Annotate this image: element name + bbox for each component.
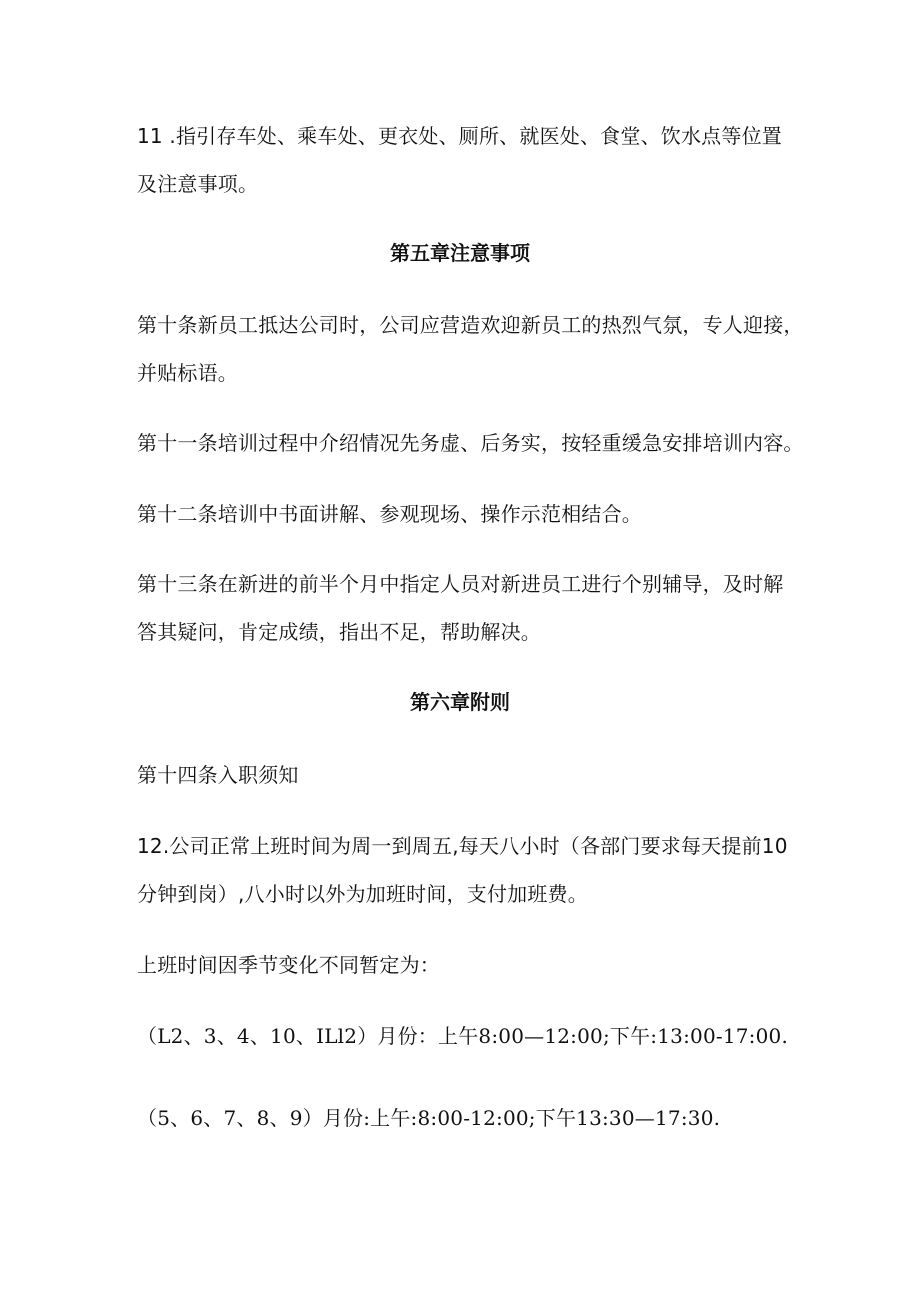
schedule-winter-months: （L2、3、4、10、ILl2）月份：上午8:00—12:00;下午:13:00-17:00. — [137, 1024, 789, 1048]
article-13-line-1: 第十三条在新进的前半个月中指定人员对新进员工进行个别辅导，及时解 — [137, 572, 784, 596]
chapter-6-title: 第六章附则 — [410, 690, 510, 714]
article-14: 第十四条入职须知 — [137, 763, 299, 787]
article-12: 第十二条培训中书面讲解、参观现场、操作示范相结合。 — [137, 502, 642, 526]
chapter-5-title: 第五章注意事项 — [390, 241, 530, 265]
item-11-line-2: 及注意事项。 — [137, 172, 259, 196]
schedule-intro: 上班时间因季节变化不同暂定为： — [137, 953, 440, 977]
article-10-line-1: 第十条新员工抵达公司时，公司应营造欢迎新员工的热烈气氛，专人迎接， — [137, 313, 804, 337]
item-12-line-1: 12.公司正常上班时间为周一到周五,每天八小时（各部门要求每天提前10 — [137, 834, 788, 858]
article-10-line-2: 并贴标语。 — [137, 361, 238, 385]
item-12-line-2: 分钟到岗）,八小时以外为加班时间，支付加班费。 — [137, 882, 588, 906]
item-11-line-1: 11 .指引存车处、乘车处、更衣处、厕所、就医处、食堂、饮水点等位置 — [137, 124, 782, 148]
schedule-summer-months: （5、6、7、8、9）月份:上午:8:00-12:00;下午13:30—17:30. — [137, 1106, 721, 1130]
article-11: 第十一条培训过程中介绍情况先务虚、后务实，按轻重缓急安排培训内容。 — [137, 431, 804, 455]
article-13-line-2: 答其疑问，肯定成绩，指出不足，帮助解决。 — [137, 620, 541, 644]
